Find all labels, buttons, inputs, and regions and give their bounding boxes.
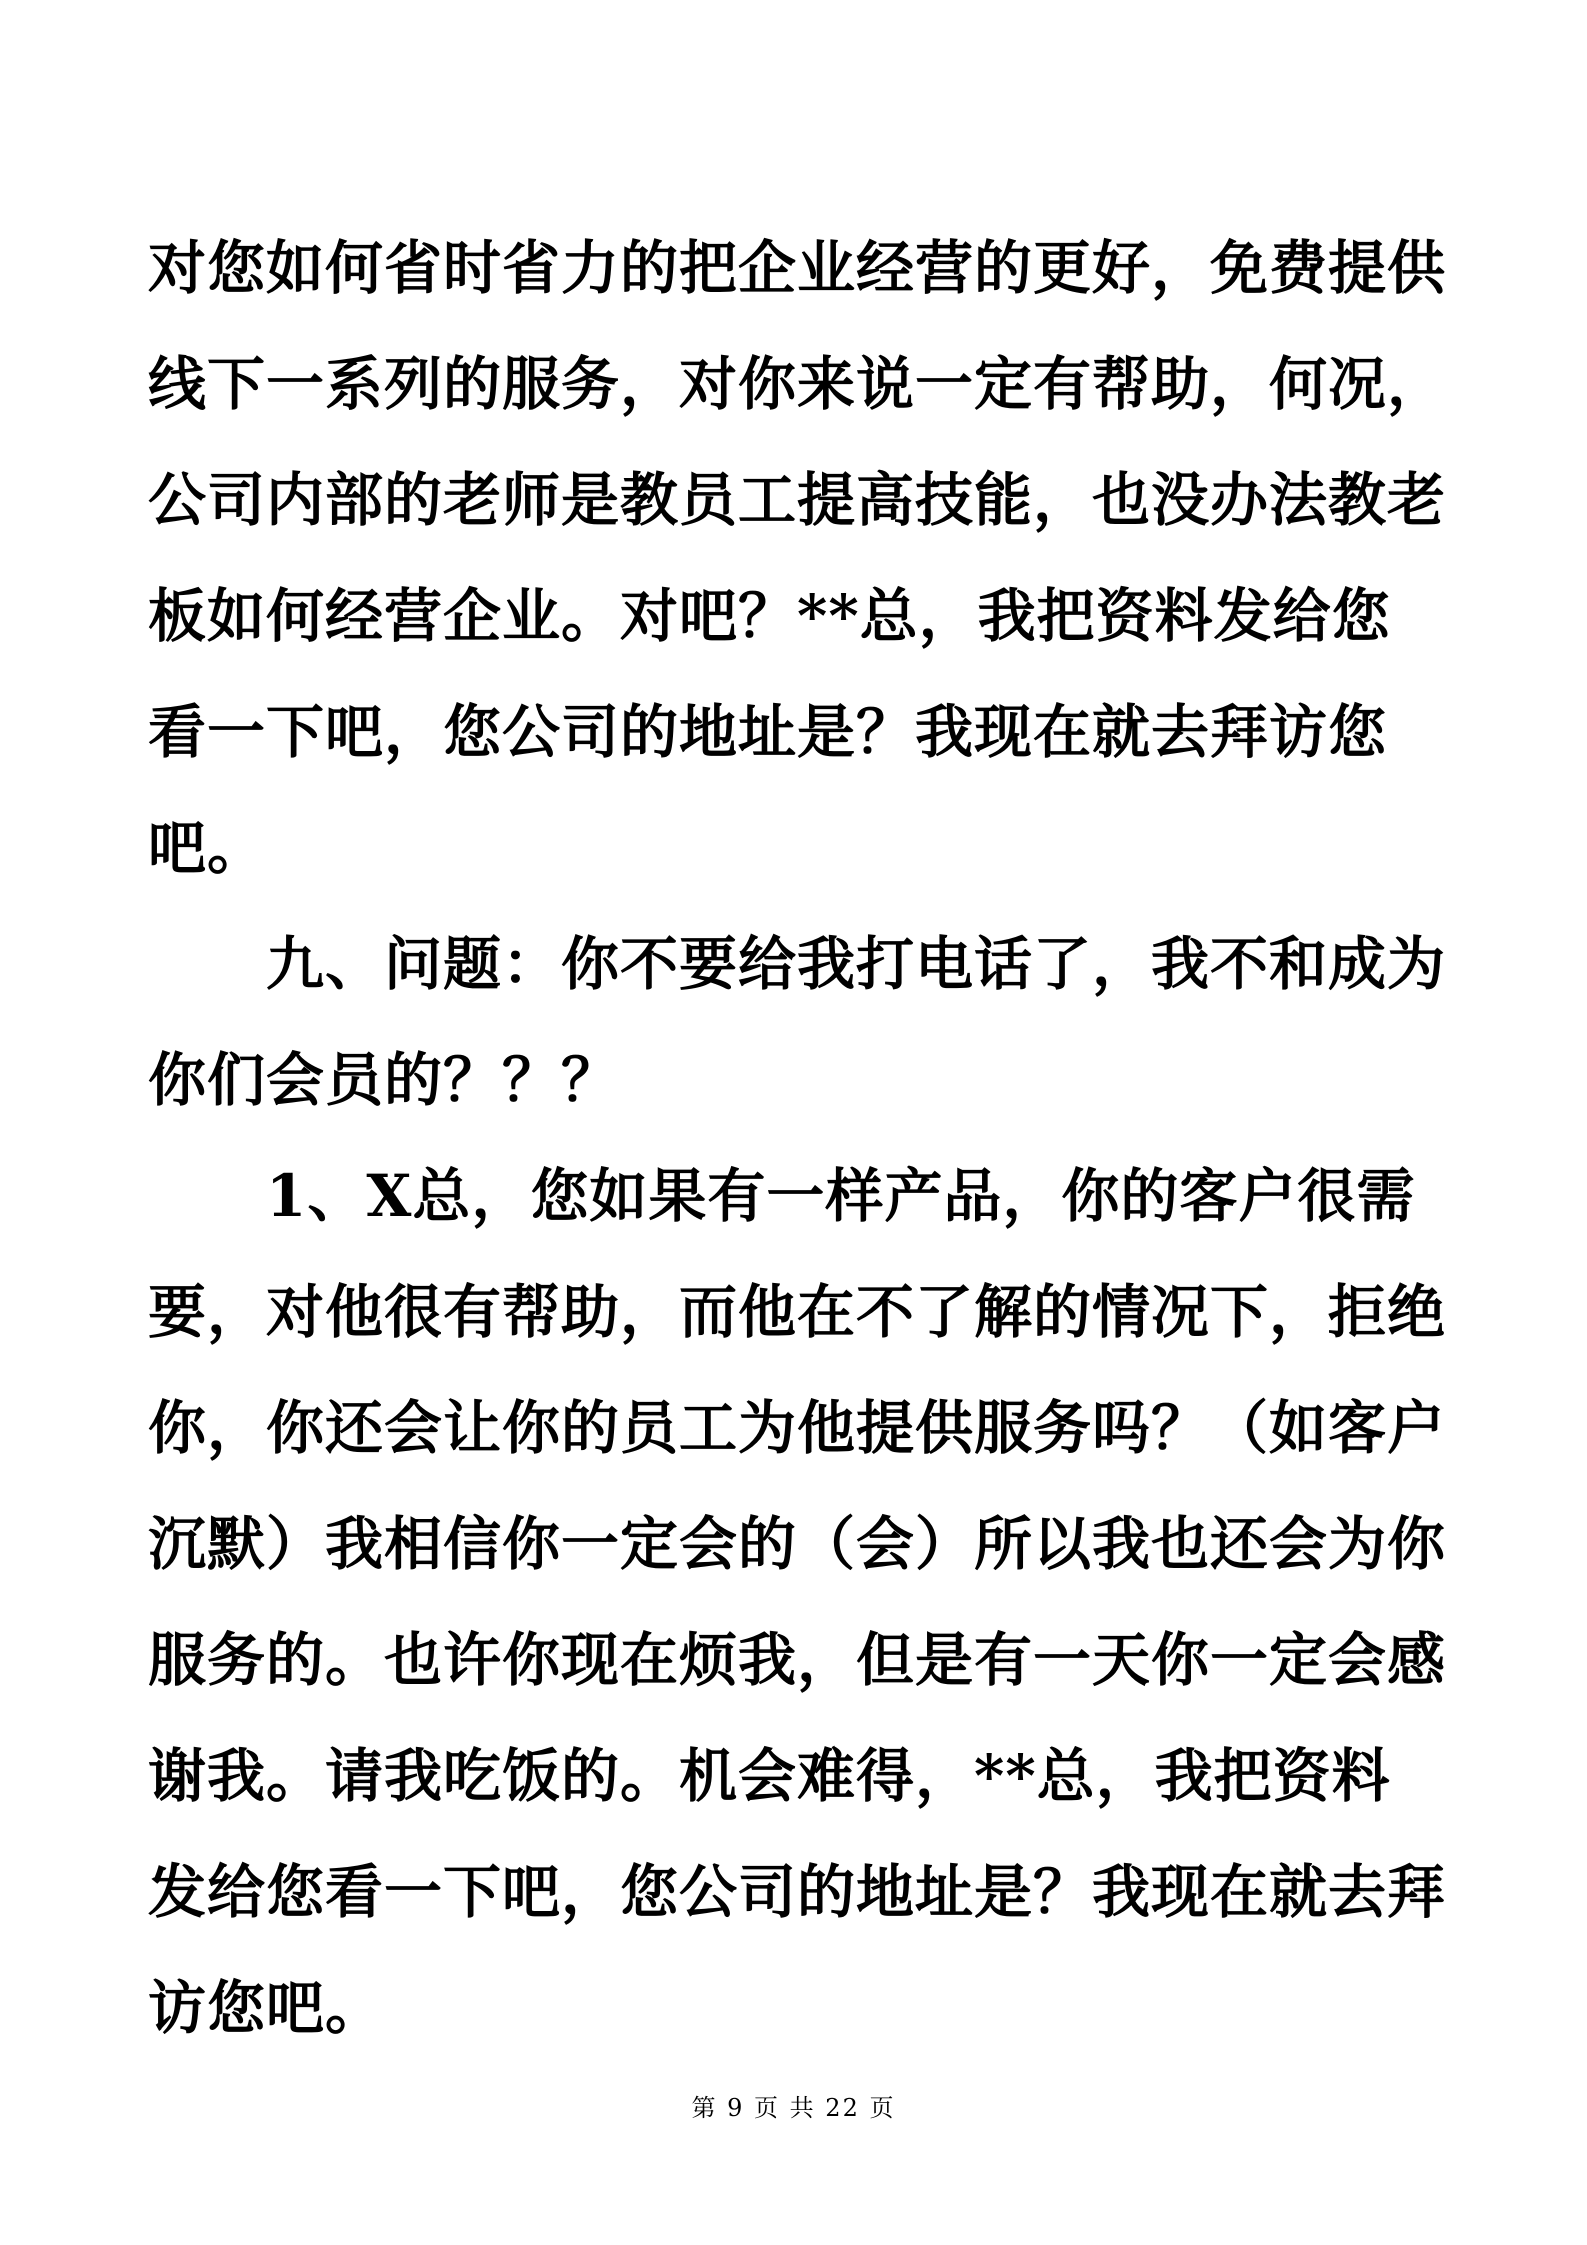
paragraph-continuation: 对您如何省时省力的把企业经营的更好，免费提供线下一系列的服务，对你来说一定有帮助，何况，公司内部的老师是教员工提高技能，也没办法教老板如何经营企业。对吧？**总，我把资料发给您看一下吧，您公司的地址是？我现在就去拜访您吧。	[148, 234, 1447, 882]
paragraph-answer-1: 1、X总，您如果有一样产品，你的客户很需要，对他很有帮助，而他在不了解的情况下，拒绝你，你还会让你的员工为他提供服务吗？（如客户沉默）我相信你一定会的（会）所以我也还会为你服务的。也许你现在烦我，但是有一天你一定会感谢我。请我吃饭的。机会难得，**总，我把资料发给您看一下吧，您公司的地址是？我现在就去拜访您吧。	[148, 1162, 1447, 2042]
document-body	[148, 210, 1448, 2066]
page-number-footer: 第 9 页 共 22 页	[691, 2094, 896, 2122]
section-heading-question-9: 九、问题：你不要给我打电话了，我不和成为你们会员的？？？	[148, 930, 1447, 1114]
